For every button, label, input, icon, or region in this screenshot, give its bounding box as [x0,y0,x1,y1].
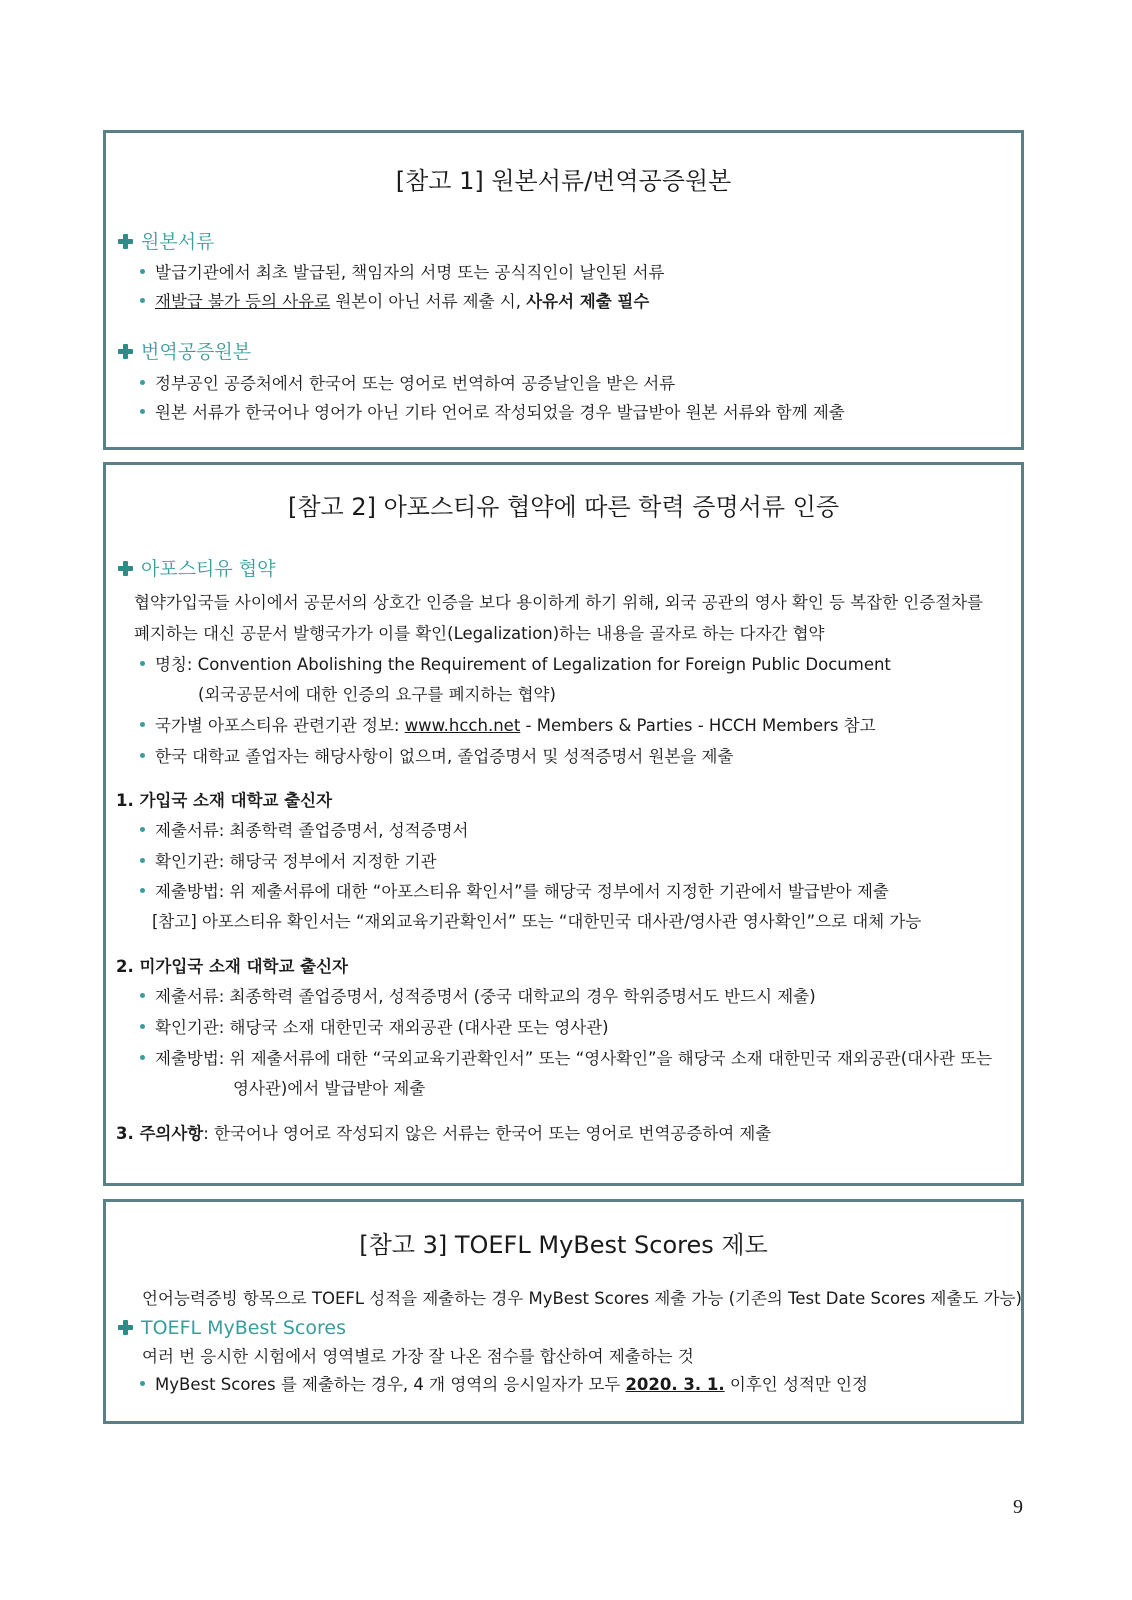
paragraph-line: 협약가입국들 사이에서 공문서의 상호간 인증을 보다 용이하게 하기 위해, 외국 공관의 영사 확인 등 복잡한 인증절차를 [134,593,983,612]
bullet-icon [140,380,145,385]
translation-docs-heading: 번역공증원본 [118,341,251,363]
list-item: 제출방법: 위 제출서류에 대한 “아포스티유 확인서”를 해당국 정부에서 지정한 기관에서 발급받아 제출 [140,881,889,903]
list-item: MyBest Scores 를 제출하는 경우, 4 개 영역의 응시일자가 모두 2020. 3. 1. 이후인 성적만 인정 [140,1374,868,1396]
paragraph-line: (외국공문서에 대한 인증의 요구를 폐지하는 협약) [198,685,556,704]
bullet-icon [140,753,145,758]
original-docs-heading: 원본서류 [118,231,214,253]
reference-box-1 [103,130,1024,450]
plus-icon [118,1320,133,1335]
bullet-icon [140,409,145,414]
reference-3-title: [참고 3] TOEFL MyBest Scores 제도 [359,1231,768,1259]
list-item: 제출서류: 최종학력 졸업증명서, 성적증명서 [140,820,468,842]
list-item: 제출서류: 최종학력 졸업증명서, 성적증명서 (중국 대학교의 경우 학위증명서도 반드시 제출) [140,986,816,1008]
bullet-icon [140,1381,145,1386]
reference-box-3 [103,1199,1024,1424]
bullet-icon [140,1024,145,1029]
list-item: 정부공인 공증처에서 한국어 또는 영어로 번역하여 공증날인을 받은 서류 [140,373,675,395]
paragraph-line: 영사관)에서 발급받아 제출 [233,1079,426,1098]
bullet-icon [140,661,145,666]
plus-icon [118,344,133,359]
bullet-icon [140,827,145,832]
list-item: 명칭: Convention Abolishing the Requirement of Legalization for Foreign Public Document [140,654,891,676]
list-item: 확인기관: 해당국 정부에서 지정한 기관 [140,851,437,873]
plus-icon [118,234,133,249]
section-2-title: 2. 미가입국 소재 대학교 출신자 [116,957,348,976]
bullet-icon [140,722,145,727]
hcch-link[interactable]: www.hcch.net [404,716,521,735]
bullet-icon [140,858,145,863]
paragraph-line: 폐지하는 대신 공문서 발행국가가 이를 확인(Legalization)하는 내용을 골자로 하는 다자간 협약 [134,624,825,643]
bullet-icon [140,888,145,893]
list-item: 발급기관에서 최초 발급된, 책임자의 서명 또는 공식직인이 날인된 서류 [140,262,664,284]
reference-1-title: [참고 1] 원본서류/번역공증원본 [395,167,732,195]
bullet-icon [140,993,145,998]
list-item: 원본 서류가 한국어나 영어가 아닌 기타 언어로 작성되었을 경우 발급받아 원본 서류와 함께 제출 [140,402,845,424]
apostille-heading: 아포스티유 협약 [118,558,276,580]
section-1-title: 1. 가입국 소재 대학교 출신자 [116,791,333,810]
section-3: 3. 주의사항: 한국어나 영어로 작성되지 않은 서류는 한국어 또는 영어로 번역공증하여 제출 [116,1124,772,1143]
paragraph-line: 여러 번 응시한 시험에서 영역별로 가장 잘 나온 점수를 합산하여 제출하는 것 [142,1347,694,1366]
list-item: 재발급 불가 등의 사유로 원본이 아닌 서류 제출 시, 사유서 제출 필수 [140,291,649,313]
plus-icon [118,561,133,576]
bullet-icon [140,298,145,303]
bullet-icon [140,269,145,274]
paragraph-line: 언어능력증빙 항목으로 TOEFL 성적을 제출하는 경우 MyBest Scores 제출 가능 (기존의 Test Date Scores 제출도 가능) [142,1289,1022,1308]
note-line: [참고] 아포스티유 확인서는 “재외교육기관확인서” 또는 “대한민국 대사관/영사관 영사확인”으로 대체 가능 [152,912,922,931]
list-item: 제출방법: 위 제출서류에 대한 “국외교육기관확인서” 또는 “영사확인”을 해당국 소재 대한민국 재외공관(대사관 또는 [140,1048,992,1070]
list-item: 국가별 아포스티유 관련기관 정보: www.hcch.net - Members & Parties - HCCH Members 참고 [140,715,876,737]
list-item: 확인기관: 해당국 소재 대한민국 재외공관 (대사관 또는 영사관) [140,1017,609,1039]
list-item: 한국 대학교 졸업자는 해당사항이 없으며, 졸업증명서 및 성적증명서 원본을 제출 [140,746,733,768]
reference-box-2 [103,462,1024,1186]
reference-2-title: [참고 2] 아포스티유 협약에 따른 학력 증명서류 인증 [287,493,840,521]
page-number: 9 [1013,1496,1023,1518]
bullet-icon [140,1055,145,1060]
mybest-heading: TOEFL MyBest Scores [118,1317,346,1339]
